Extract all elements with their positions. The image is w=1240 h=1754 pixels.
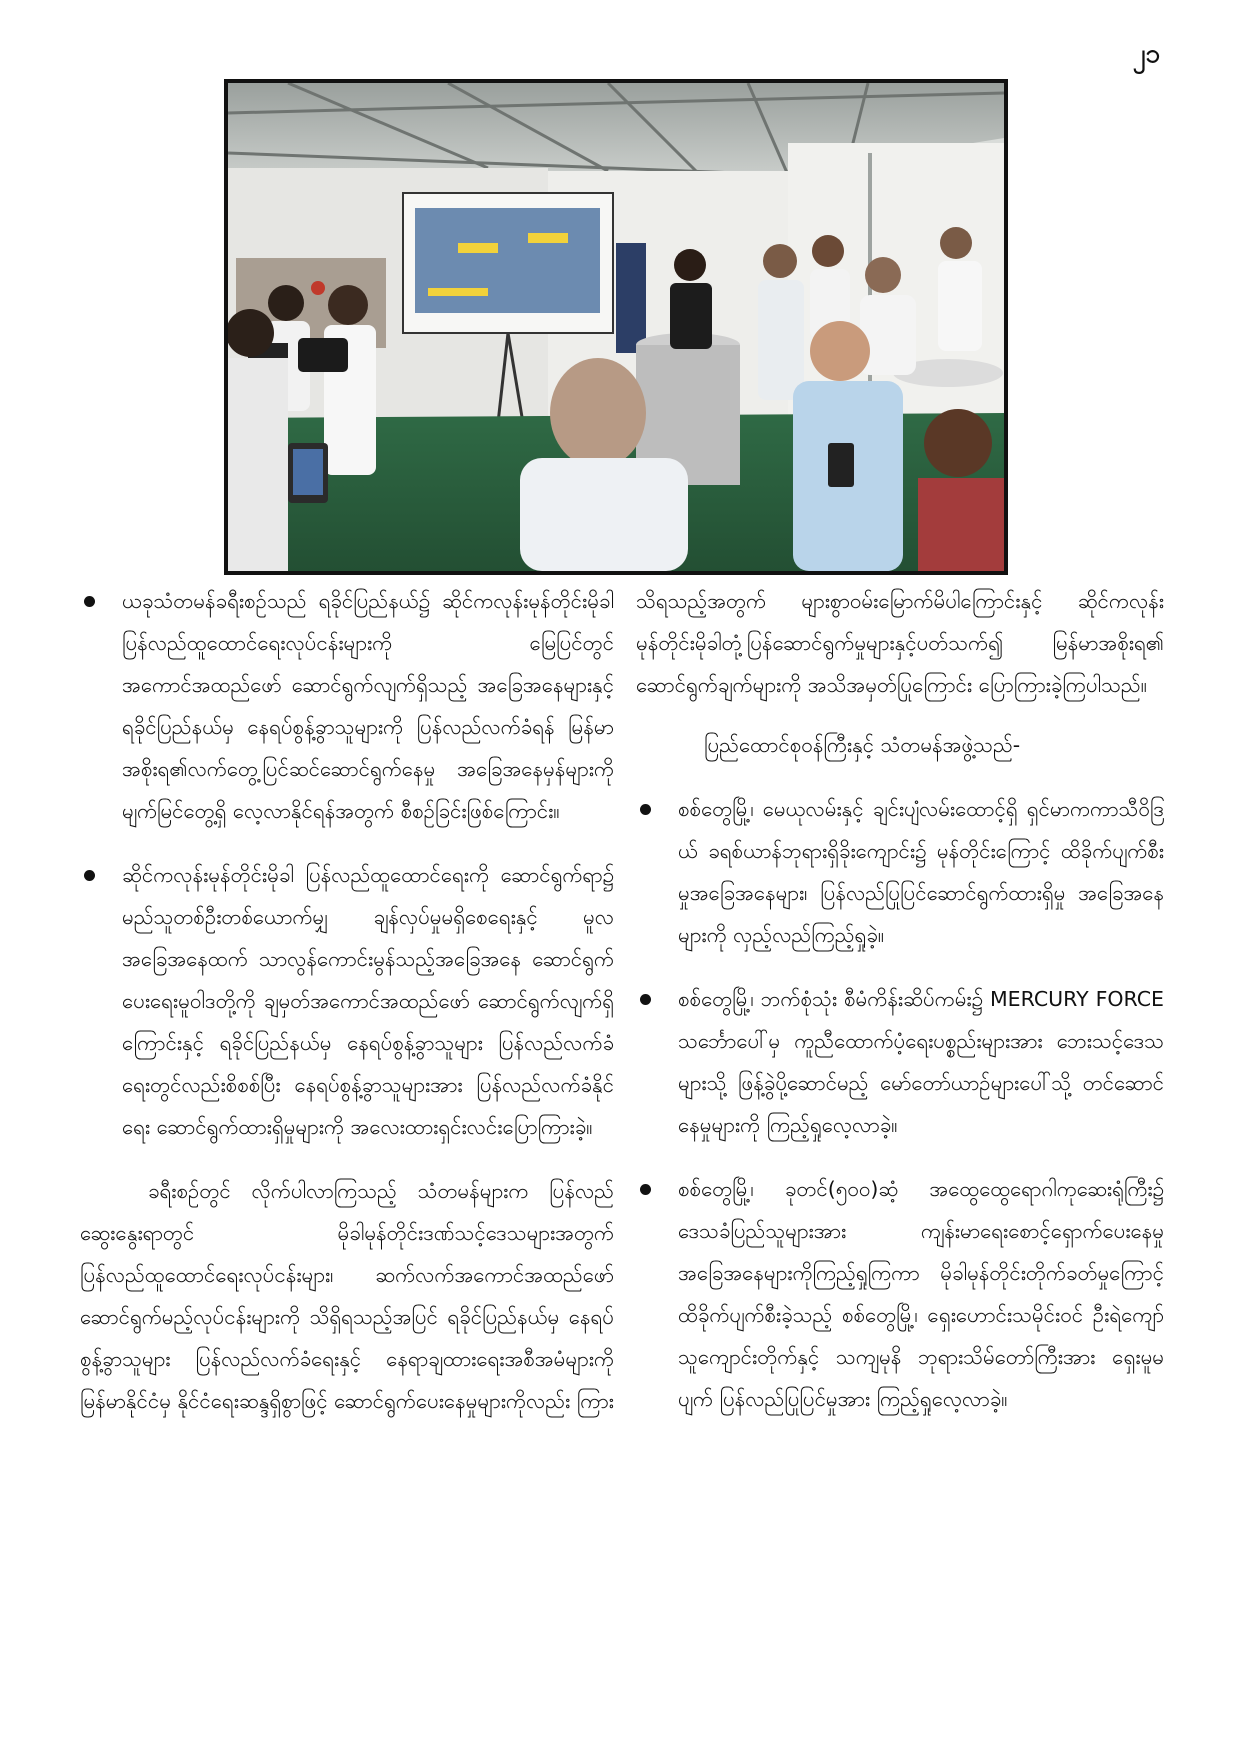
- body-paragraph-continued: သိရသည့်အတွက် များစွာဝမ်းမြောက်မိပါကြောင်းနှင့် ဆိုင်ကလုန်းမုန်တိုင်းမိုခါတုံ့ပြန်ဆောင်ရွက်မှုများနှင့်ပတ်သက်၍ မြန်မာအစိုးရ၏ ဆောင်ရွက်ချက်များကို အသိအမှတ်ပြုကြောင်း ပြောကြားခဲ့ကြပါသည်။: [636, 589, 1164, 697]
- body-paragraph: ခရီးစဉ်တွင် လိုက်ပါလာကြသည့် သံတမန်များက ပြန်လည်ဆွေးနွေးရာတွင် မိုခါမုန်တိုင်းဒဏ်သင့်ဒေသများအတွက် ပြန်လည်ထူထောင်ရေးလုပ်ငန်းများ၊ ဆက်လက်အကောင်အထည်ဖော် ဆောင်ရွက်မည့်လုပ်ငန်းများကို သိရှိရသည့်အပြင် ရခိုင်ပြည်နယ်မှ နေရပ်စွန့်ခွာသူများ ပြန်လည်လက်ခံရေးနှင့် နေရာချထားရေးအစီအမံများကို မြန်မာနိုင်ငံမှ နိုင်ငံရေးဆန္ဒရှိစွာဖြင့် ဆောင်ရွက်ပေးနေမှုများကိုလည်း ကြား: [80, 1179, 614, 1413]
- list-item: [636, 978, 1164, 1146]
- list-item: [636, 1168, 1164, 1420]
- smartphone-icon: [828, 443, 854, 487]
- bullet-text: စစ်တွေမြို့၊ ဘက်စုံသုံး စီမံကိန်းဆိပ်ကမ်း၌ MERCURY FORCE သင်္ဘောပေါ်မှ ကူညီထောက်ပံ့ရေးပစ္စည်းများအား ဘေးသင့်ဒေသများသို့ ဖြန့်ခွဲပို့ဆောင်မည့် မော်တော်ယာဉ်များပေါ်သို့ တင်ဆောင်နေမှုများကို ကြည့်ရှုလေ့လာခဲ့။: [678, 987, 1164, 1137]
- bullet-text: စစ်တွေမြို့၊ မေယုလမ်းနှင့် ချင်းပျံလမ်းထောင့်ရှိ ရှင်မာကကာသီဝိဒြယ် ခရစ်ယာန်ဘုရားရှိခိုးကျောင်း၌ မုန်တိုင်းကြောင့် ထိခိုက်ပျက်စီးမှုအခြေအနေများ၊ ပြန်လည်ပြုပြင်ဆောင်ရွက်ထားရှိမှု အခြေအနေများကို လှည့်လည်ကြည့်ရှုခဲ့။: [678, 797, 1164, 947]
- page-number: ၂၁: [1132, 39, 1160, 69]
- list-item: [636, 788, 1164, 956]
- bullet-icon: [84, 596, 95, 607]
- list-item: [80, 580, 614, 832]
- bullet-text: ယခုသံတမန်ခရီးစဉ်သည် ရခိုင်ပြည်နယ်၌ ဆိုင်ကလုန်းမုန်တိုင်းမိုခါ ပြန်လည်ထူထောင်ရေးလုပ်ငန်းများကို မြေပြင်တွင် အကောင်အထည်ဖော် ဆောင်ရွက်လျက်ရှိသည့် အခြေအနေများနှင့် ရခိုင်ပြည်နယ်မှ နေရပ်စွန့်ခွာသူများကို ပြန်လည်လက်ခံရန် မြန်မာအစိုးရ၏လက်တွေ့ပြင်ဆင်ဆောင်ရွက်နေမှု အခြေအနေမှန်များကို မျက်မြင်တွေ့ရှိ လေ့လာနိုင်ရန်အတွက် စီစဉ်ခြင်းဖြစ်ကြောင်း။: [122, 589, 614, 823]
- bullet-icon: [640, 994, 651, 1005]
- right-column: [636, 580, 1164, 1442]
- left-column: [80, 580, 614, 1440]
- video-camera-icon: [298, 338, 348, 372]
- list-item: [80, 854, 614, 1148]
- section-subheading: ပြည်ထောင်စုဝန်ကြီးနှင့် သံတမန်အဖွဲ့သည်-: [704, 733, 1021, 757]
- bullet-icon: [84, 870, 95, 881]
- bullet-text: ဆိုင်ကလုန်းမုန်တိုင်းမိုခါ ပြန်လည်ထူထောင်ရေးကို ဆောင်ရွက်ရာ၌ မည်သူတစ်ဦးတစ်ယောက်မျှ ချန်လှပ်မှုမရှိစေရေးနှင့် မူလအခြေအနေထက် သာလွန်ကောင်းမွန်သည့်အခြေအနေ ဆောင်ရွက်ပေးရေးမူဝါဒတို့ကို ချမှတ်အကောင်အထည်ဖော် ဆောင်ရွက်လျက်ရှိကြောင်းနှင့် ရခိုင်ပြည်နယ်မှ နေရပ်စွန့်ခွာသူများ ပြန်လည်လက်ခံရေးတွင်လည်းစိစစ်ပြီး နေရပ်စွန့်ခွာသူများအား ပြန်လည်လက်ခံနိုင်ရေး ဆောင်ရွက်ထားရှိမှုများကို အလေးထားရှင်းလင်းပြောကြားခဲ့။: [122, 863, 614, 1139]
- bullet-text: စစ်တွေမြို့၊ ခုတင်(၅၀၀)ဆံ့ အထွေထွေရောဂါကုဆေးရုံကြီး၌ ဒေသခံပြည်သူများအား ကျန်းမာရေးစောင့်ရှောက်ပေးနေမှု အခြေအနေများကိုကြည့်ရှုကြကာ မိုခါမုန်တိုင်းတိုက်ခတ်မှုကြောင့် ထိခိုက်ပျက်စီးခဲ့သည့် စစ်တွေမြို့၊ ရှေးဟောင်းသမိုင်းဝင် ဦးရဲကျော်သူကျောင်းတိုက်နှင့် သကျမုနိ ဘုရားသိမ်တော်ကြီးအား ရှေးမူမပျက် ပြန်လည်ပြုပြင်မှုအား ကြည့်ရှုလေ့လာခဲ့။: [678, 1177, 1164, 1411]
- bullet-icon: [640, 804, 651, 815]
- photo-illustration: [228, 83, 1004, 571]
- event-photo: [224, 79, 1008, 575]
- bullet-icon: [640, 1184, 651, 1195]
